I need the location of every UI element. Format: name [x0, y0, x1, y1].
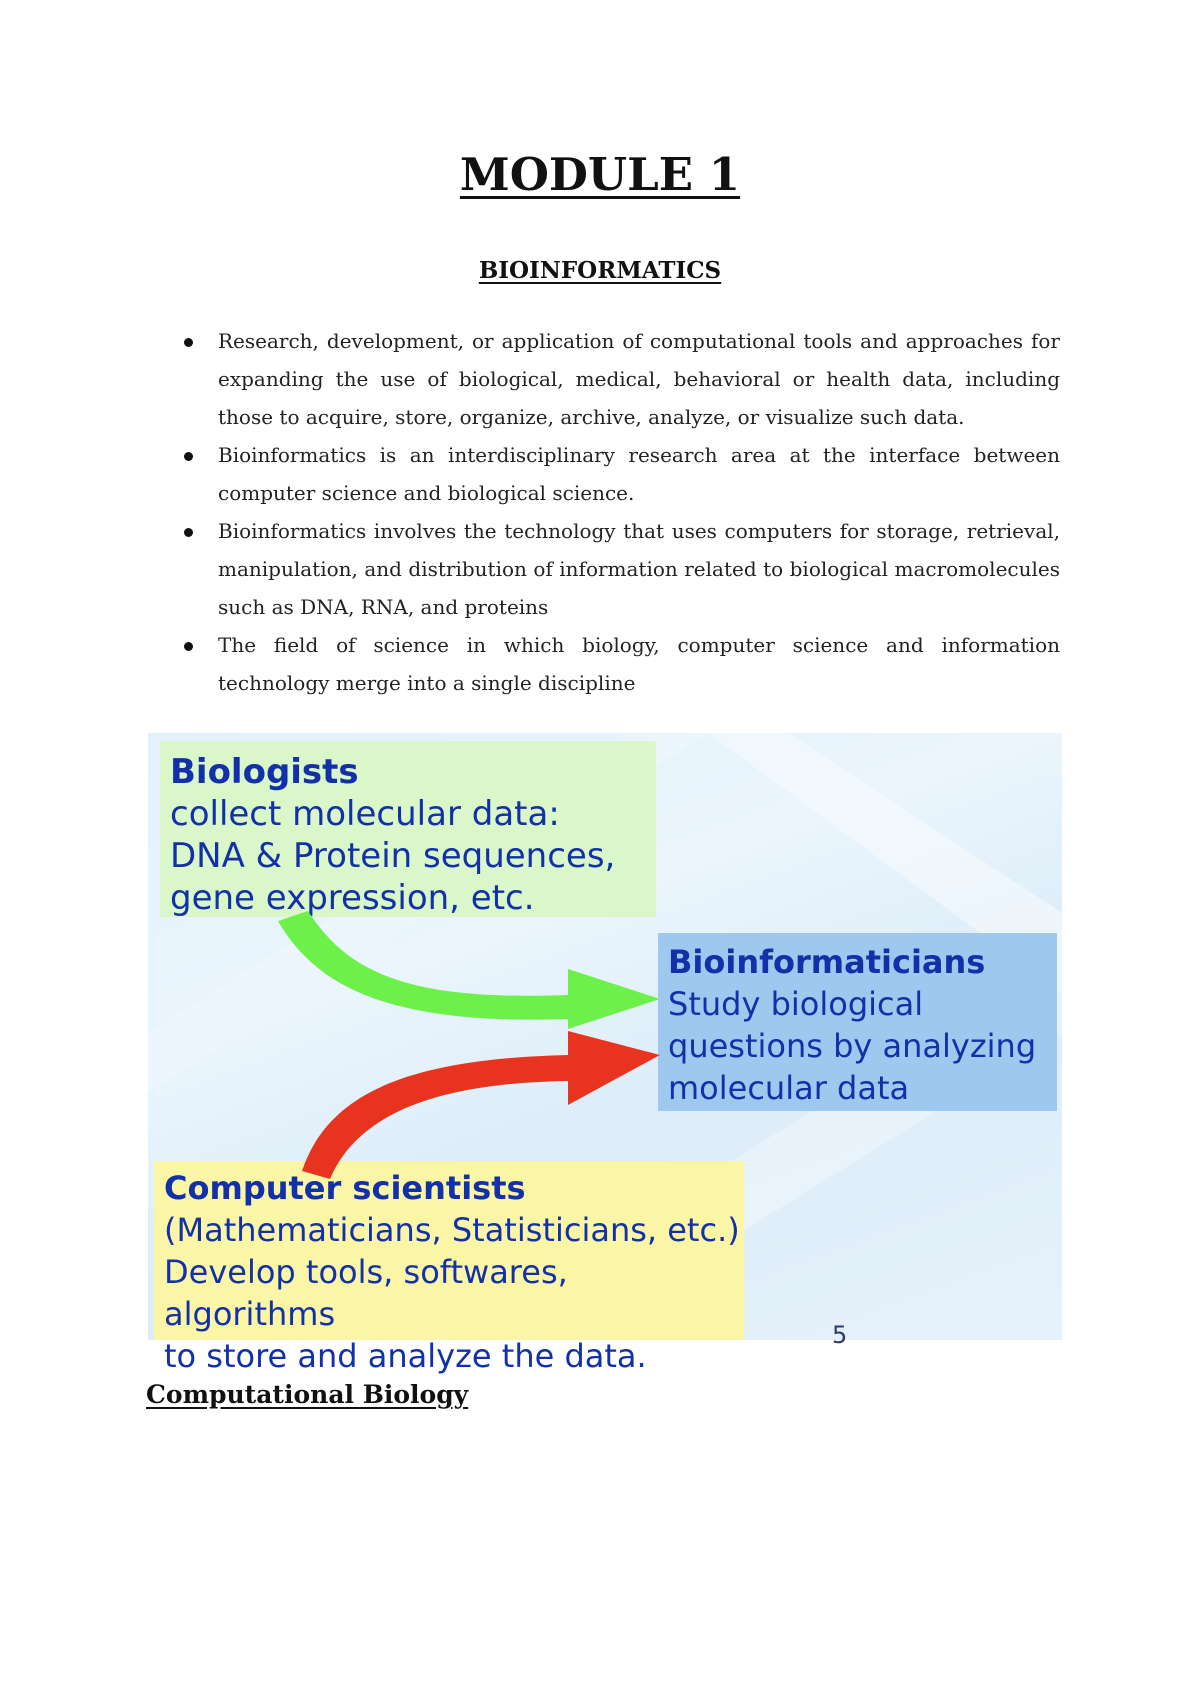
computer-scientists-line: (Mathematicians, Statisticians, etc.)	[164, 1211, 740, 1249]
bullet-icon	[184, 338, 193, 347]
slide-number: 5	[832, 1321, 848, 1349]
computer-scientists-heading: Computer scientists	[164, 1169, 526, 1207]
biologists-line: DNA & Protein sequences,	[170, 836, 616, 876]
arrows-layer	[148, 733, 1062, 1340]
section-subtitle: BIOINFORMATICS	[478, 257, 722, 284]
bullet-list	[184, 322, 1060, 702]
green-arrow-icon	[278, 911, 660, 1029]
bioinformatics-diagram	[148, 733, 1062, 1375]
bioinformaticians-heading: Bioinformaticians	[668, 943, 986, 981]
bullet-icon	[184, 528, 193, 537]
bioinformaticians-line: questions by analyzing	[668, 1027, 1037, 1065]
list-item: The field of science in which biology, computer science and information technology merge into a single discipline	[184, 626, 1060, 702]
biologists-line: gene expression, etc.	[170, 878, 535, 918]
list-item: Bioinformatics is an interdisciplinary research area at the interface between computer science and biological science.	[184, 436, 1060, 512]
biologists-heading: Biologists	[170, 752, 359, 792]
section-heading: Computational Biology	[146, 1380, 469, 1409]
bioinformaticians-line: molecular data	[668, 1069, 910, 1107]
bullet-icon	[184, 642, 193, 651]
computer-scientists-line: to store and analyze the data.	[164, 1337, 647, 1375]
bullet-icon	[184, 452, 193, 461]
red-arrow-icon	[302, 1031, 660, 1179]
page-title: MODULE 1	[459, 148, 741, 201]
list-item: Research, development, or application of computational tools and approaches for expanding the use of biological, medical, behavioral or health data, including those to acquire, store, organize, archive, analyze, or visualize such data.	[184, 322, 1060, 436]
bioinformaticians-line: Study biological	[668, 985, 924, 1023]
biologists-line: collect molecular data:	[170, 794, 560, 834]
list-item: Bioinformatics involves the technology that uses computers for storage, retrieval, manipulation, and distribution of information related to biological macromolecules such as DNA, RNA, and proteins	[184, 512, 1060, 626]
computer-scientists-line: Develop tools, softwares, algorithms	[164, 1253, 568, 1333]
